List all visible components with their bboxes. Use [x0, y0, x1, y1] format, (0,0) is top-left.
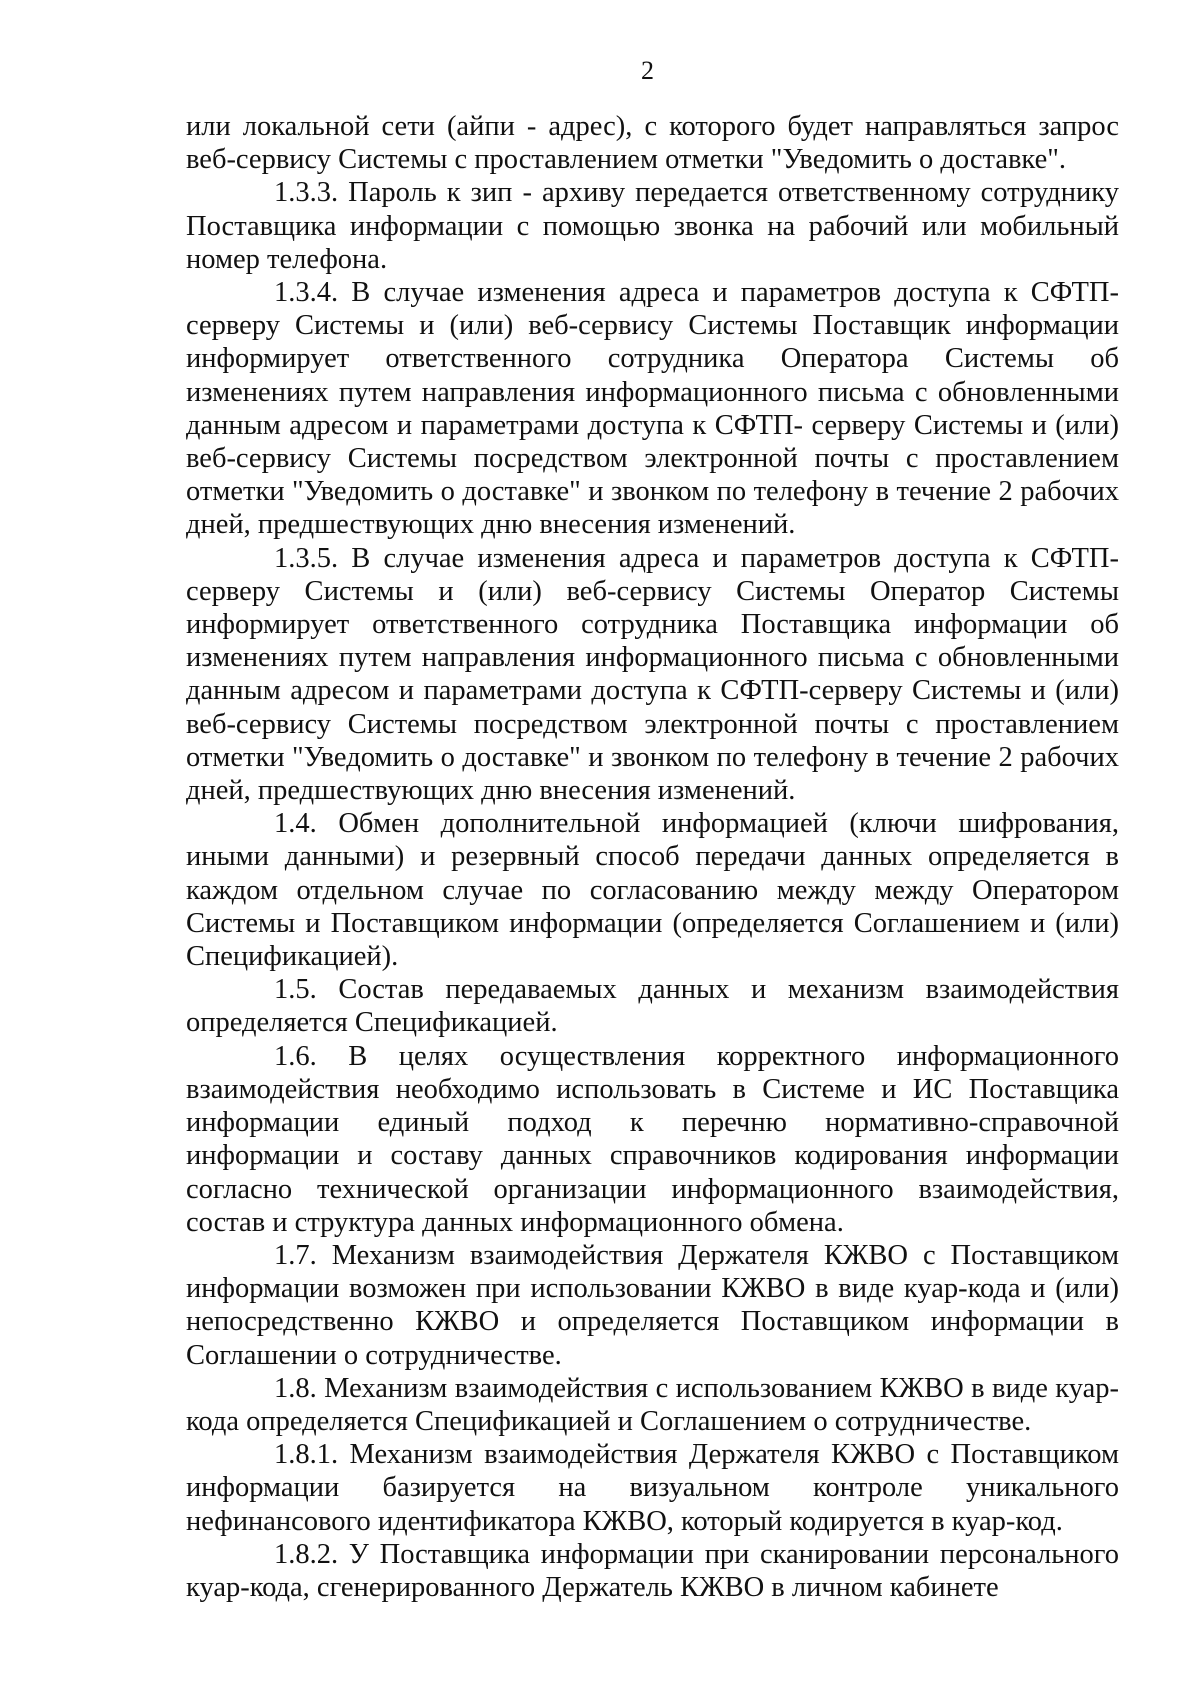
paragraph-1-3-5: 1.3.5. В случае изменения адреса и параметров доступа к СФТП- серверу Системы и (или) веб-сервису Системы Оператор Системы информирует ответственного сотрудника Поставщика информации об изменениях путем направления информационного письма с обновленными данным адресом и параметрами доступа к СФТП-серверу Системы и (или) веб-сервису Системы посредством электронной почты с проставлением отметки "Уведомить о доставке" и звонком по телефону в течение 2 рабочих дней, предшествующих дню внесения изменений. [186, 542, 1119, 807]
paragraph-1-8: 1.8. Механизм взаимодействия с использованием КЖВО в виде куар-кода определяется Спецификацией и Соглашением о сотрудничестве. [186, 1372, 1119, 1437]
paragraph-1-5: 1.5. Состав передаваемых данных и механизм взаимодействия определяется Спецификацией. [186, 974, 1119, 1039]
paragraph-continuation: или локальной сети (айпи - адрес), с которого будет направляться запрос веб-сервису Системы с проставлением отметки "Уведомить о доставке". [186, 111, 1119, 176]
paragraph-1-8-2: 1.8.2. У Поставщика информации при сканировании персонального куар-кода, сгенерированного Держатель КЖВО в личном кабинете [186, 1538, 1119, 1603]
paragraph-1-7: 1.7. Механизм взаимодействия Держателя КЖВО с Поставщиком информации возможен при использовании КЖВО в виде куар-кода и (или) непосредственно КЖВО и определяется Поставщиком информации в Соглашении о сотрудничестве. [186, 1239, 1119, 1371]
paragraph-1-8-1: 1.8.1. Механизм взаимодействия Держателя КЖВО с Поставщиком информации базируется на визуальном контроле уникального нефинансового идентификатора КЖВО, который кодируется в куар-код. [186, 1439, 1119, 1537]
paragraph-1-4: 1.4. Обмен дополнительной информацией (ключи шифрования, иными данными) и резервный способ передачи данных определяется в каждом отдельном случае по согласованию между между Оператором Системы и Поставщиком информации (определяется Соглашением и (или) Спецификацией). [186, 808, 1119, 973]
paragraph-1-3-3: 1.3.3. Пароль к зип - архиву передается ответственному сотруднику Поставщика информации с помощью звонка на рабочий или мобильный номер телефона. [186, 177, 1119, 275]
paragraph-1-3-4: 1.3.4. В случае изменения адреса и параметров доступа к СФТП- серверу Системы и (или) веб-сервису Системы Поставщик информации информирует ответственного сотрудника Оператора Системы об изменениях путем направления информационного письма с обновленными данным адресом и параметрами доступа к СФТП- серверу Системы и (или) веб-сервису Системы посредством электронной почты с проставлением отметки "Уведомить о доставке" и звонком по телефону в течение 2 рабочих дней, предшествующих дню внесения изменений. [186, 277, 1119, 541]
page-number: 2 [641, 56, 654, 85]
paragraph-1-6: 1.6. В целях осуществления корректного информационного взаимодействия необходимо использовать в Системе и ИС Поставщика информации единый подход к перечню нормативно-справочной информации и составу данных справочников кодирования информации согласно технической организации информационного взаимодействия, состав и структура данных информационного обмена. [186, 1040, 1119, 1238]
document-body [186, 110, 1119, 1604]
